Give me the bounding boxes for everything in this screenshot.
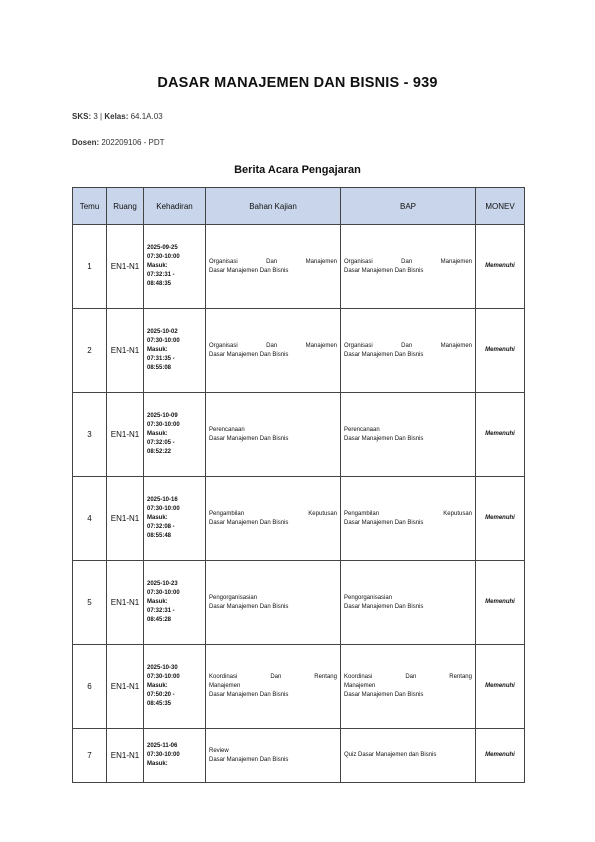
bahan-line: Dasar Manajemen Dan Bisnis [209,756,289,763]
kehadiran-line: 2025-11-06 [147,743,178,749]
bahan-line: Dasar Manajemen Dan Bisnis [209,267,289,274]
dosen-line [72,138,165,147]
kehadiran-line: Masuk: [147,515,168,521]
kehadiran-line: 2025-10-30 [147,665,178,671]
kehadiran-line: 07:32:31 - [147,608,175,614]
kehadiran-line: 08:55:48 [147,533,172,539]
bap-line: Pengorganisasian [344,594,393,601]
kehadiran-line: 2025-09-25 [147,245,178,251]
bahan-line: Dasar Manajemen Dan Bisnis [209,603,289,610]
cell-ruang: EN1-N1 [107,309,144,393]
bahan-line: Koordinasi Dan Rentang [209,674,337,680]
cell-bap [341,561,476,645]
cell-ruang: EN1-N1 [107,477,144,561]
cell-ruang: EN1-N1 [107,225,144,309]
kelas-value: 64.1A.03 [130,112,163,121]
kehadiran-line: 2025-10-16 [147,497,178,503]
cell-bahan-kajian [206,225,341,309]
bahan-line: Manajemen [209,683,241,689]
kehadiran-line: 07:50:20 - [147,692,175,698]
cell-ruang: EN1-N1 [107,561,144,645]
kehadiran-line: Masuk: [147,683,168,689]
cell-temu: 1 [73,225,107,309]
table-row [73,729,525,783]
bap-line: Organisasi Dan Manajemen [344,342,472,349]
kehadiran-line: 2025-10-09 [147,413,178,419]
kehadiran-line: 08:45:35 [147,701,172,707]
cell-bap [341,225,476,309]
cell-bahan-kajian [206,561,341,645]
cell-kehadiran [144,645,206,729]
table-row [73,309,525,393]
bap-line: Perencanaan [344,426,380,433]
kelas-label: Kelas: [104,112,129,121]
table-row [73,561,525,645]
kehadiran-line: 07:32:05 - [147,440,175,446]
header-kehadiran: Kehadiran [144,188,206,225]
cell-bahan-kajian [206,477,341,561]
cell-ruang: EN1-N1 [107,393,144,477]
bahan-line: Dasar Manajemen Dan Bisnis [209,519,289,526]
kehadiran-line: 08:45:28 [147,617,172,623]
kehadiran-line: 07:30-10:00 [147,506,180,512]
table-row [73,393,525,477]
cell-monev: Memenuhi [476,561,525,645]
bap-line: Dasar Manajemen Dan Bisnis [344,267,424,274]
cell-kehadiran [144,729,206,783]
cell-bahan-kajian [206,729,341,783]
kehadiran-line: 2025-10-02 [147,329,178,335]
kehadiran-line: 08:48:35 [147,281,172,287]
bap-line: Organisasi Dan Manajemen [344,258,472,265]
kehadiran-line: 07:32:08 - [147,524,175,530]
bap-line: Manajemen [344,683,376,689]
kehadiran-line: Masuk: [147,431,168,437]
cell-monev: Memenuhi [476,225,525,309]
bahan-line: Perencanaan [209,426,245,433]
dosen-value: 202209106 - PDT [101,138,165,147]
cell-monev: Memenuhi [476,477,525,561]
kehadiran-line: 07:30-10:00 [147,422,180,428]
cell-temu: 3 [73,393,107,477]
sks-label: SKS: [72,112,92,121]
kehadiran-line: 07:30-10:00 [147,674,180,680]
document-title: DASAR MANAJEMEN DAN BISNIS - 939 [157,75,438,91]
bap-line: Dasar Manajemen Dan Bisnis [344,519,424,526]
cell-temu: 6 [73,645,107,729]
header-monev: MONEV [476,188,525,225]
table-row [73,477,525,561]
bap-line: Dasar Manajemen Dan Bisnis [344,603,424,610]
header-temu: Temu [73,188,107,225]
header-bap: BAP [341,188,476,225]
bahan-line: Dasar Manajemen Dan Bisnis [209,351,289,358]
bahan-line: Review [209,747,229,754]
kehadiran-line: Masuk: [147,599,168,605]
cell-monev: Memenuhi [476,393,525,477]
cell-kehadiran [144,393,206,477]
bap-line: Dasar Manajemen Dan Bisnis [344,435,424,442]
cell-bahan-kajian [206,309,341,393]
table-row [73,225,525,309]
bahan-line: Organisasi Dan Manajemen [209,258,337,265]
cell-kehadiran [144,477,206,561]
cell-kehadiran [144,225,206,309]
kehadiran-line: 07:32:31 - [147,272,175,278]
kehadiran-line: 08:55:08 [147,365,172,371]
cell-ruang: EN1-N1 [107,645,144,729]
separator: | [100,112,103,121]
cell-kehadiran [144,309,206,393]
table-header-row [73,188,525,225]
bap-line: Dasar Manajemen Dan Bisnis [344,351,424,358]
bahan-line: Pengorganisasian [209,594,258,601]
cell-temu: 4 [73,477,107,561]
table-row [73,645,525,729]
bahan-line: Dasar Manajemen Dan Bisnis [209,435,289,442]
cell-bahan-kajian [206,645,341,729]
cell-bap [341,645,476,729]
cell-temu: 5 [73,561,107,645]
kehadiran-line: Masuk: [147,263,168,269]
cell-monev: Memenuhi [476,729,525,783]
sks-value: 3 [93,112,98,121]
kehadiran-line: Masuk: [147,347,168,353]
cell-monev: Memenuhi [476,645,525,729]
sks-kelas-line [72,112,163,121]
kehadiran-line: 08:52:22 [147,449,172,455]
teaching-record-table [72,187,525,783]
cell-ruang: EN1-N1 [107,729,144,783]
section-subtitle: Berita Acara Pengajaran [234,164,361,176]
kehadiran-line: 2025-10-23 [147,581,178,587]
bap-line: Pengambilan Keputusan [344,510,472,517]
kehadiran-line: 07:30-10:00 [147,338,180,344]
header-ruang: Ruang [107,188,144,225]
kehadiran-line: 07:30-10:00 [147,752,180,758]
cell-monev: Memenuhi [476,309,525,393]
bap-line: Dasar Manajemen Dan Bisnis [344,692,424,698]
cell-bap [341,309,476,393]
cell-temu: 7 [73,729,107,783]
bahan-line: Organisasi Dan Manajemen [209,342,337,349]
bap-line: Koordinasi Dan Rentang [344,674,472,680]
kehadiran-line: 07:30-10:00 [147,590,180,596]
header-bahan-kajian: Bahan Kajian [206,188,341,225]
kehadiran-line: 07:30-10:00 [147,254,180,260]
cell-kehadiran [144,561,206,645]
kehadiran-line: Masuk: [147,761,168,767]
kehadiran-line: 07:31:35 - [147,356,175,362]
bap-line: Quiz Dasar Manajemen dan Bisnis [344,752,437,758]
cell-bap [341,477,476,561]
cell-temu: 2 [73,309,107,393]
bahan-line: Dasar Manajemen Dan Bisnis [209,692,289,698]
cell-bap [341,393,476,477]
bahan-line: Pengambilan Keputusan [209,510,337,517]
dosen-label: Dosen: [72,138,100,147]
cell-bap [341,729,476,783]
cell-bahan-kajian [206,393,341,477]
